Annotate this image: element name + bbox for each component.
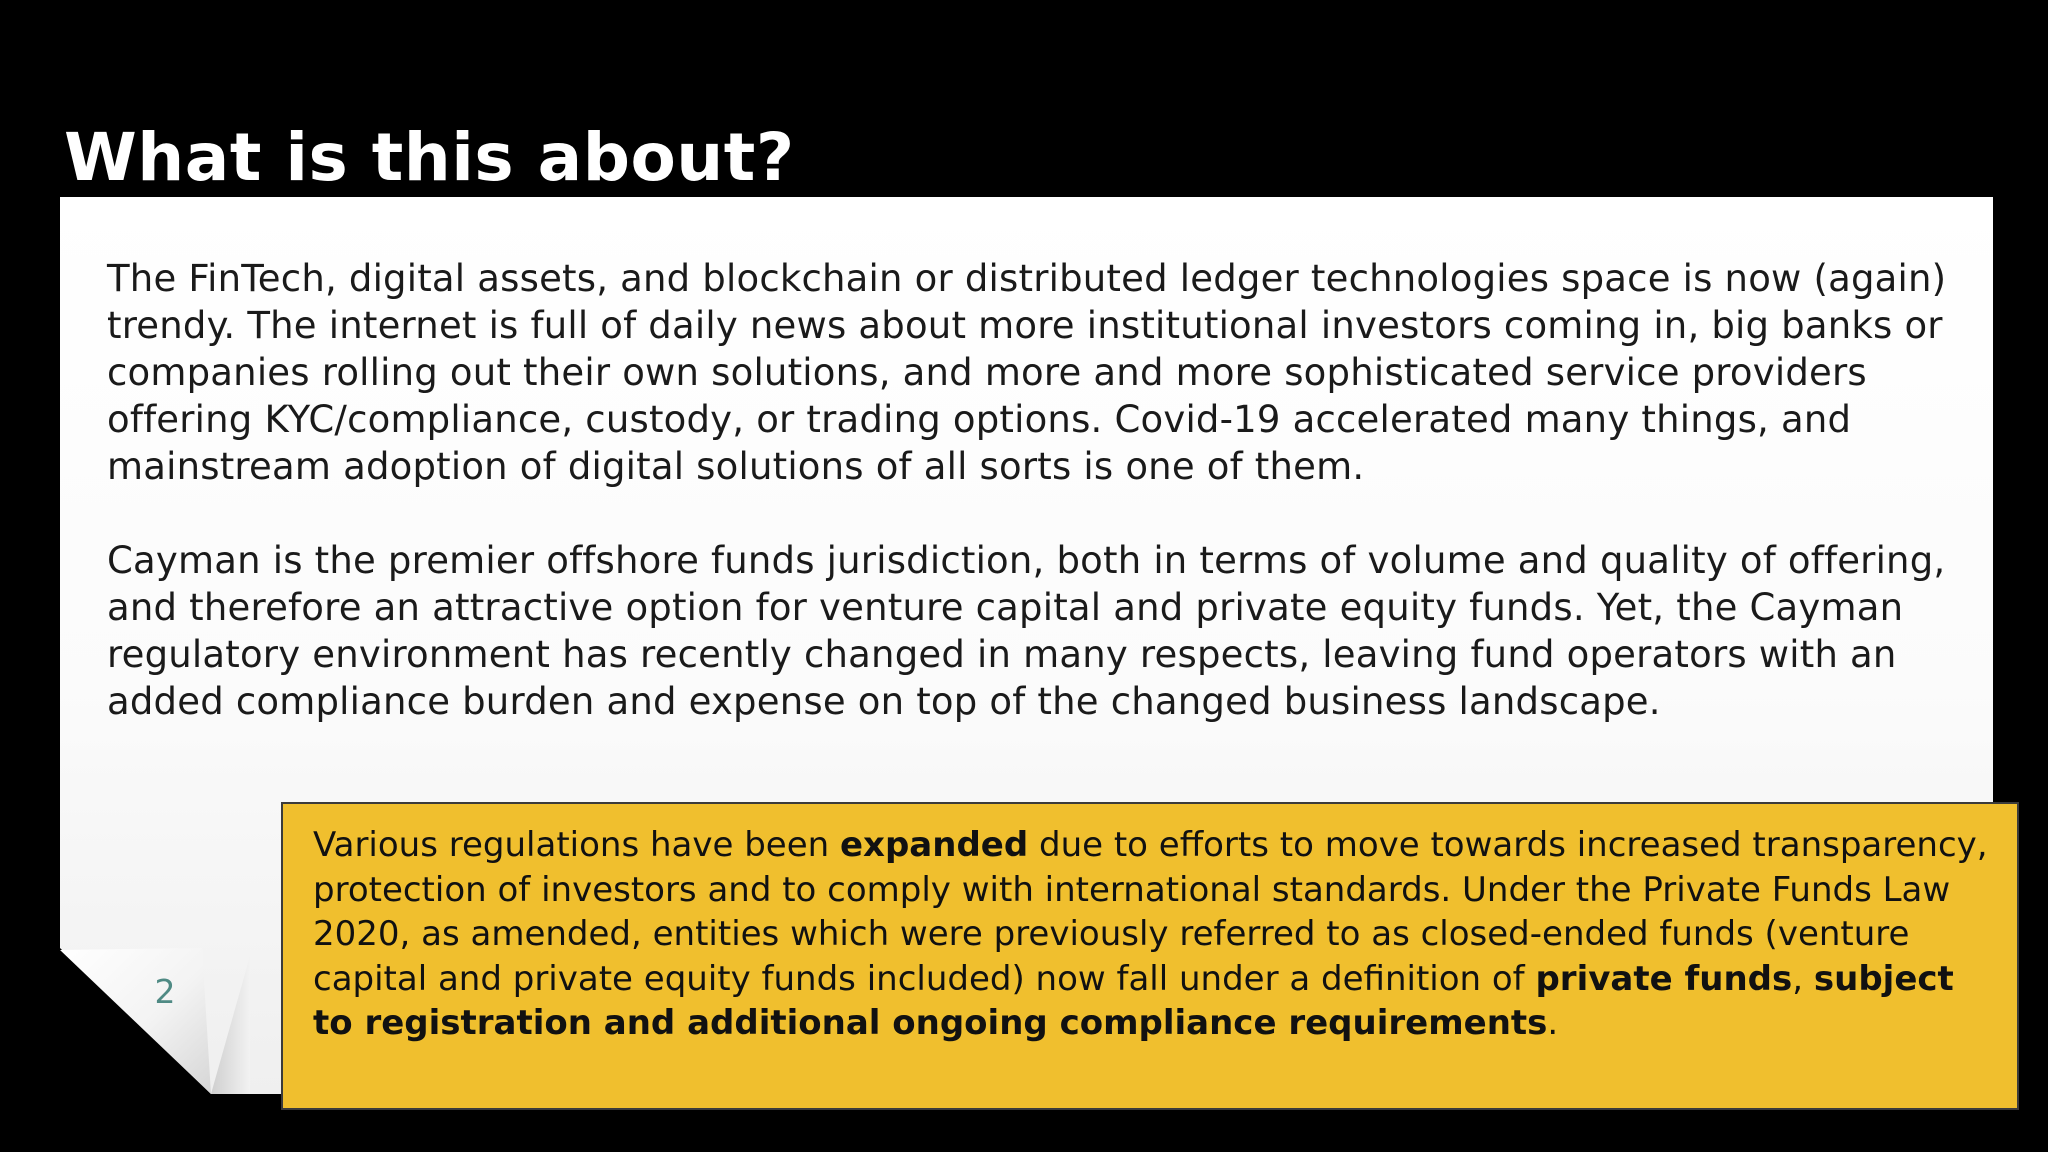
callout-text-body: due to efforts to move towards increased transparency, protection of investors and to comply with international standards. Under the Private Funds Law 2020, as amended, entities which were previously referred to as closed-ended funds (venture capital and private equity funds included) now fall under a definition of <box>313 825 1988 999</box>
callout-separator: , <box>1792 958 1814 999</box>
page-number: 2 <box>154 972 176 1011</box>
callout-emphasis-registration: subject to registration and additional ongoing compliance requirements <box>313 958 1954 1043</box>
highlight-callout-box <box>281 802 2019 1110</box>
callout-text-intro: Various regulations have been <box>313 825 840 865</box>
body-paragraph-2: Cayman is the premier offshore funds jurisdiction, both in terms of volume and quality of offering, and therefore an attractive option for venture capital and private equity funds. Yet, the Cayman regulatory environment has recently changed in many respects, leaving fund operators with an added compliance burden and expense on top of the changed business landscape. <box>107 539 1946 723</box>
body-paragraph-1: The FinTech, digital assets, and blockchain or distributed ledger technologies space is now (again) trendy. The internet is full of daily news about more institutional investors coming in, big banks or companies rolling out their own solutions, and more and more sophisticated service providers offering KYC/compliance, custody, or trading options. Covid-19 accelerated many things, and mainstream adoption of digital solutions of all sorts is one of them. <box>107 257 1947 488</box>
callout-emphasis-private-funds: private funds <box>1535 958 1793 999</box>
body-text <box>107 255 1987 772</box>
callout-emphasis-expanded: expanded <box>839 825 1029 865</box>
page-curl-decoration <box>60 948 250 1094</box>
callout-text <box>313 823 1989 1046</box>
callout-period: . <box>1547 1003 1559 1043</box>
slide-title: What is this about? <box>64 119 795 196</box>
